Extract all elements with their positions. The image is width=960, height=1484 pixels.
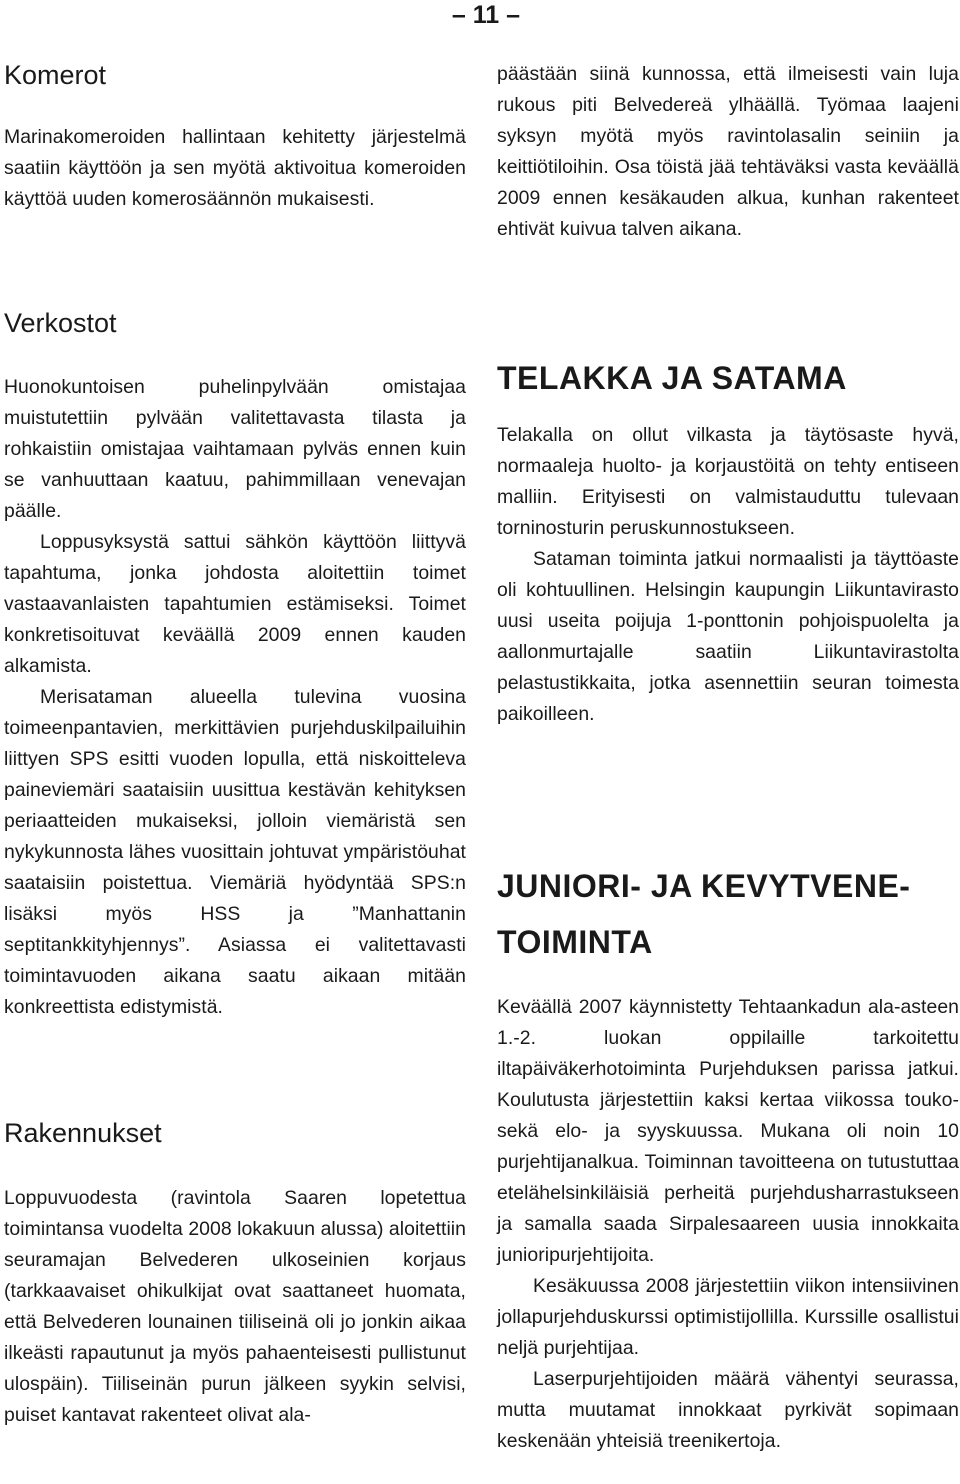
section-verkostot	[4, 306, 466, 1023]
page-number: – 11 –	[451, 1, 520, 29]
heading-telakka: TELAKKA JA SATAMA	[497, 360, 847, 396]
paragraph-rakennukset-continued: päästään siinä kunnossa, että ilmeisesti vain luja rukous piti Belvedereä ylhäällä. Työmaa laajeni syksyn myötä myös ravintolasalin seiniin ja keittiötiloihin. Osa töistä jää tehtäväksi vasta keväällä 2009 ennen kesäkauden alkua, kunhan rakenteet ehtivät kuivua talven aikana.	[497, 63, 959, 240]
paragraph-verkostot-3: Merisataman alueella tulevina vuosina toimeenpantavien, merkittävien purjehduskilpailuihin liittyen SPS esitti vuoden lopulla, että niskoitteleva paineviemäri saataisiin uusittua kestävän kehityksen periaatteiden mukaiseksi, jolloin viemäristä sen nykykunnosta lähes vuosittain johtuvat ympäristöuhat saataisiin poistettua. Viemäriä hyödyntää SPS:n lisäksi myös HSS ja ”Manhattanin septitankkityhjennys”. Asiassa ei valitettavasti toimintavuoden aikana saatu aikaan mitään konkreettista edistymistä.	[4, 686, 466, 1018]
heading-verkostot: Verkostot	[4, 308, 117, 338]
paragraph-telakka-1: Telakalla on ollut vilkasta ja täytösaste hyvä, normaaleja huolto- ja korjaustöitä on tehty entiseen malliin. Erityisesti on valmistauduttu tulevaan torninosturin peruskunnostukseen.	[497, 424, 959, 539]
section-rakennukset	[4, 1116, 466, 1431]
paragraph-rakennukset: Loppuvuodesta (ravintola Saaren lopetettua toimintansa vuodelta 2008 lokakuun alussa) aloitettiin seuramajan Belvederen ulkoseinien korjaus (tarkkaavaiset ohikulkijat ovat saattaneet huomata, että Belvederen lounainen tiiliseinä oli jo jonkin aikaa ilkeästi rapautunut ja myös pahaenteisesti pullistunut ulospäin). Tiiliseinän purun jälkeen syykin selvisi, puiset kantavat rakenteet olivat ala-	[4, 1187, 466, 1426]
paragraph-verkostot-2: Loppusyksystä sattui sähkön käyttöön liittyvä tapahtuma, jonka johdosta aloitettiin toimet vastaavanlaisten tapahtumien estämiseksi. Toimet konkretisoituvat keväällä 2009 ennen kauden alkamista.	[4, 531, 466, 677]
section-telakka	[497, 350, 959, 730]
heading-juniori-line2: TOIMINTA	[497, 924, 653, 960]
heading-juniori-line1: JUNIORI- JA KEVYTVENE-	[497, 868, 911, 904]
paragraph-juniori-2: Kesäkuussa 2008 järjestettiin viikon intensiivinen jollapurjehduskurssi optimistijollilla. Kurssille osallistui neljä purjehtijaa.	[497, 1275, 959, 1359]
paragraph-komerot: Marinakomeroiden hallintaan kehitetty järjestelmä saatiin käyttöön ja sen myötä aktivoitua komeroiden käyttöä uuden komerosäännön mukaisesti.	[4, 126, 466, 210]
paragraph-juniori-3: Laserpurjehtijoiden määrä vähentyi seurassa, mutta muutamat innokkaat pyrkivät sopimaan keskenään yhteisiä treenikertoja.	[497, 1368, 959, 1452]
section-komerot	[4, 58, 466, 215]
heading-komerot: Komerot	[4, 60, 107, 90]
heading-rakennukset: Rakennukset	[4, 1118, 162, 1148]
paragraph-juniori-1: Keväällä 2007 käynnistetty Tehtaankadun ala-asteen 1.-2. luokan oppilaille tarkoitettu iltapäiväkerhotoiminta Purjehduksen parissa jatkui. Koulutusta järjestettiin kaksi kertaa viikossa touko- sekä elo- ja syyskuussa. Mukana oli noin 10 purjehtijanalkua. Toiminnan tavoitteena on tutustuttaa etelähelsinkiläisiä perheitä purjehdusharrastukseen ja samalla saada Sirpalesaareen uusia innokkaita junioripurjehtijoita.	[497, 996, 959, 1266]
paragraph-telakka-2: Sataman toiminta jatkui normaalisti ja täyttöaste oli kohtuullinen. Helsingin kaupungin Liikuntavirasto uusi useita poijuja 1-ponttonin pohjoispuolelta ja aallonmurtajalle saatiin Liikuntavirastolta pelastustikkaita, jotka asennettiin seuran toimesta paikoilleen.	[497, 548, 959, 725]
section-juniori	[497, 858, 959, 1457]
paragraph-verkostot-1: Huonokuntoisen puhelinpylvään omistajaa muistutettiin pylvään valitettavasta tilasta ja rohkaistiin omistajaa vaihtamaan pylväs ennen kuin se vanhuuttaan kaatuu, pahimmillaan venevajan päälle.	[4, 376, 466, 522]
